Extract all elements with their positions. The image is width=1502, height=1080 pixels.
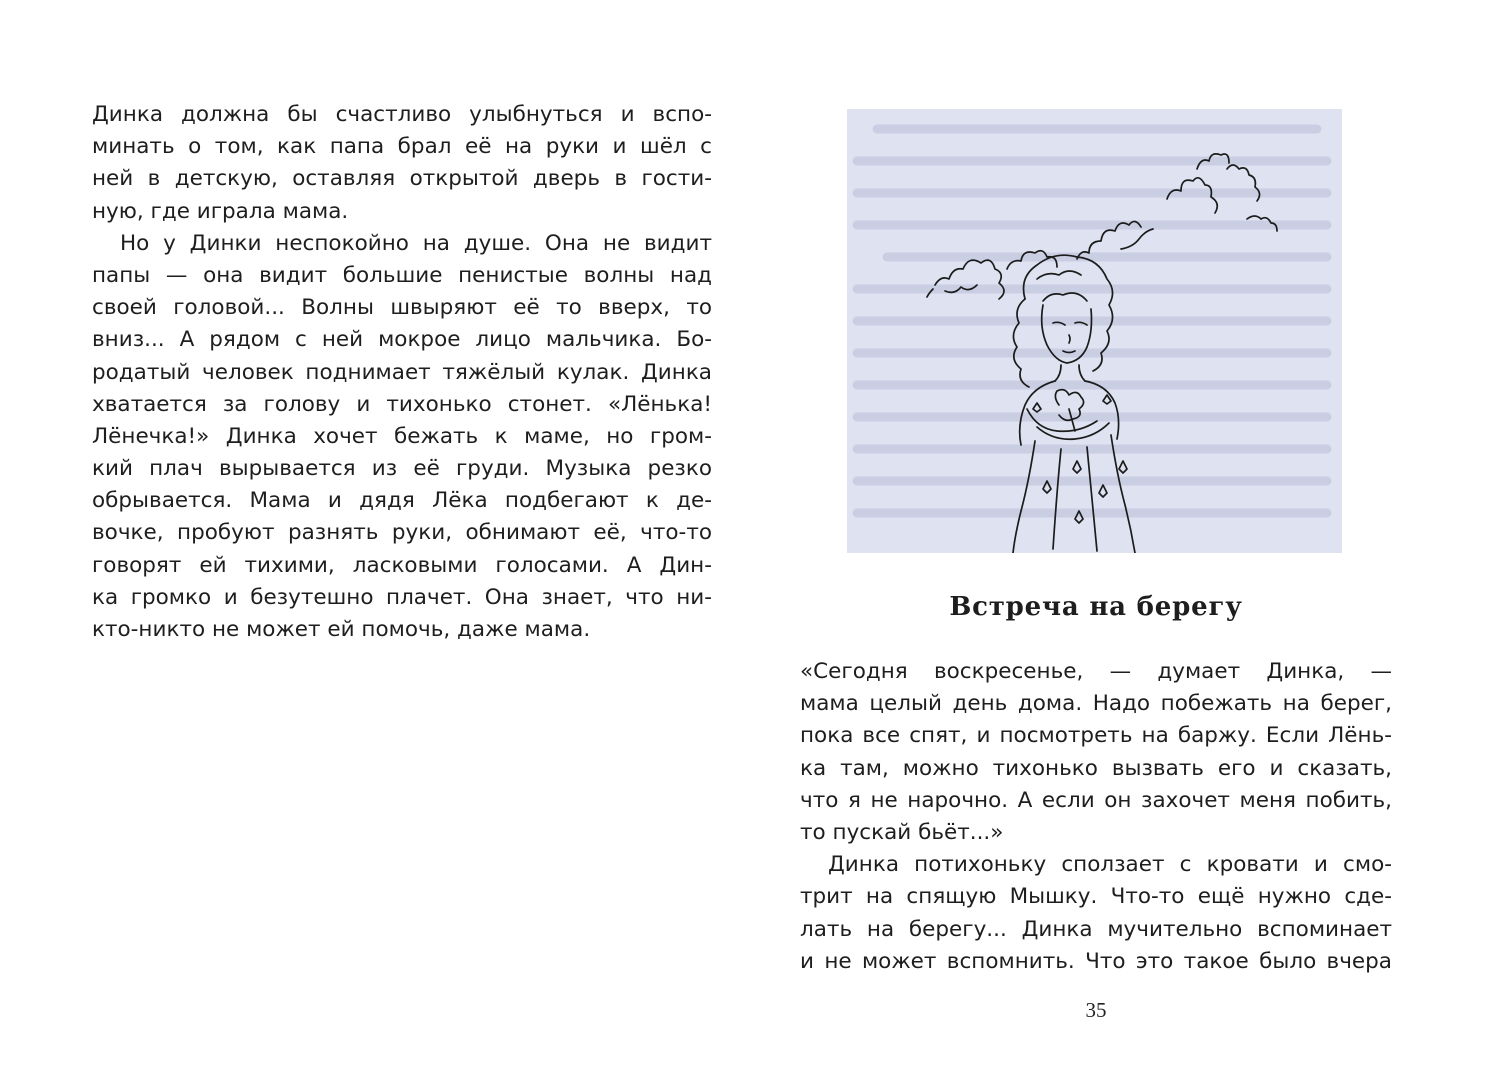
- text-line: говорят ей тихими, ласковыми голосами. А Дин-: [92, 552, 712, 578]
- page-number: 35: [1085, 998, 1107, 1022]
- text-line: трит на спящую Мышку. Что-то ещё нужно сде-: [800, 884, 1392, 910]
- text-line: «Сегодня воскресенье, — думает Динка, —: [800, 659, 1392, 684]
- text-line: Но у Динки неспокойно на душе. Она не видит: [120, 230, 712, 256]
- right-page-text: [800, 656, 1392, 978]
- chapter-title: Встреча на берегу: [949, 592, 1243, 622]
- text-line: ней в детскую, оставляя открытой дверь в гости-: [92, 166, 712, 192]
- text-line: хватается за голову и тихонько стонет. «Лёнька!: [92, 391, 712, 417]
- text-line: лать на берегу... Динка мучительно вспоминает: [800, 916, 1392, 942]
- illustration-girl: [847, 109, 1342, 553]
- text-line: Динка должна бы счастливо улыбнуться и вспо-: [92, 102, 712, 127]
- text-line: родатый человек поднимает тяжёлый кулак. Динка: [92, 359, 712, 385]
- text-line: пока все спят, и посмотреть на баржу. Если Лёнь-: [800, 723, 1392, 749]
- text-line: ка громко и безутешно плачет. Она знает, что ни-: [92, 584, 712, 610]
- text-line: вниз... А рядом с ней мокрое лицо мальчика. Бо-: [92, 327, 712, 353]
- text-line: обрывается. Мама и дядя Лёка подбегают к де-: [92, 488, 712, 514]
- text-line: папы — она видит большие пенистые волны над: [92, 262, 712, 288]
- text-line: кто-никто не может ей помочь, даже мама.: [92, 617, 591, 642]
- text-line: и не может вспомнить. Что это такое было вчера: [800, 948, 1392, 974]
- text-line: кий плач вырывается из её груди. Музыка резко: [92, 456, 712, 482]
- text-line: что я не нарочно. А если он захочет меня побить,: [800, 787, 1392, 813]
- text-line: своей головой... Волны швыряют её то вверх, то: [92, 295, 712, 321]
- text-line: минать о том, как папа брал её на руки и шёл с: [92, 134, 712, 160]
- text-line: вочке, пробуют разнять руки, обнимают её, что-то: [92, 520, 712, 546]
- text-line: ка там, можно тихонько вызвать его и сказать,: [800, 755, 1392, 781]
- left-page-text: [92, 99, 712, 646]
- text-line: мама целый день дома. Надо побежать на берег,: [800, 691, 1392, 717]
- text-line: Динка потихоньку сползает с кровати и смо-: [828, 852, 1392, 878]
- text-line: то пускай бьёт...»: [800, 819, 1004, 845]
- text-line: ную, где играла мама.: [92, 198, 349, 224]
- text-line: Лёнечка!» Динка хочет бежать к маме, но гром-: [92, 423, 712, 449]
